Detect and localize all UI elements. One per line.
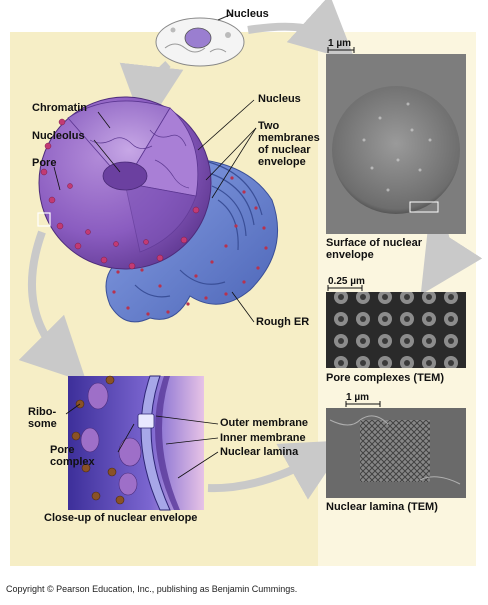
label-rough-er: Rough ER xyxy=(256,316,310,328)
label-inner-membrane: Inner membrane xyxy=(220,432,306,444)
caption-closeup: Close-up of nuclear envelope xyxy=(44,512,198,524)
closeup-panel xyxy=(68,376,204,510)
lamina-micrograph xyxy=(326,401,466,498)
scale-pores: 0.25 µm xyxy=(328,276,365,287)
pores-micrograph xyxy=(326,285,466,368)
label-outer-membrane: Outer membrane xyxy=(220,417,309,429)
label-nucleus-right: Nucleus xyxy=(258,93,301,105)
label-nucleus-top: Nucleus xyxy=(226,8,269,20)
label-nucleolus: Nucleolus xyxy=(32,130,85,142)
copyright-text: Copyright © Pearson Education, Inc., publishing as Benjamin Cummings. xyxy=(6,584,298,594)
label-ribosome: Ribo- some xyxy=(28,406,57,430)
scale-lamina: 1 µm xyxy=(346,392,369,403)
caption-pores: Pore complexes (TEM) xyxy=(326,372,444,384)
label-nuclear-lamina: Nuclear lamina xyxy=(220,446,299,458)
label-chromatin: Chromatin xyxy=(32,102,87,114)
label-two-membranes: Two membranes of nuclear envelope xyxy=(258,120,320,168)
caption-lamina: Nuclear lamina (TEM) xyxy=(326,501,438,513)
label-pore: Pore xyxy=(32,157,57,169)
caption-surface: Surface of nuclear envelope xyxy=(326,237,422,261)
nucleus-cutaway xyxy=(38,97,211,269)
scale-surface: 1 µm xyxy=(328,38,351,49)
cell-icon xyxy=(156,18,244,66)
surface-micrograph xyxy=(326,47,466,234)
label-pore-complex: Pore complex xyxy=(50,444,95,468)
